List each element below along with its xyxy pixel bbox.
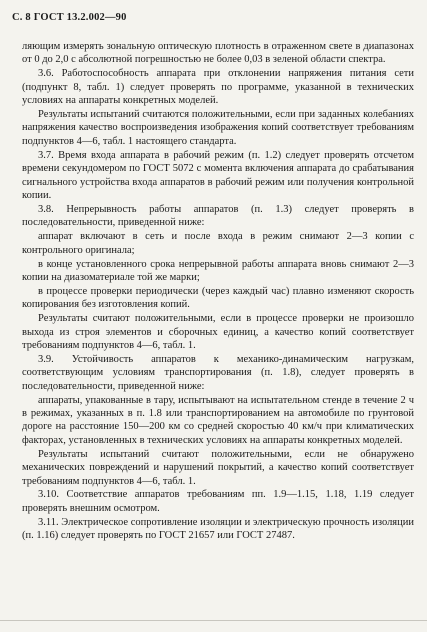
paragraph-3-8-step-1: аппарат включают в сеть и после входа в режим снимают 2—3 копии с контрольного оригинала; (22, 231, 414, 256)
paragraph-3-6-result: Результаты испытаний считаются положительными, если при заданных колебаниях напряжения качество воспроизведения изображения копий соответствует требованиям подпунктов 4—6, табл. 1 настоящего стандарта. (22, 109, 414, 147)
paragraph-3-7: 3.7. Время входа аппарата в рабочий режим (п. 1.2) следует проверять отсчетом времени секундомером по ГОСТ 5072 с момента включения аппарата до срабатывания сигнального устройства входа аппаратов в рабочий режим или получения контрольной копии. (22, 149, 414, 201)
paragraph-continuation: ляющим измерять зональную оптическую плотность в отраженном свете в диапазонах от 0 до 2,0 с абсолютной погрешностью не более 0,03 в зеленой области спектра. (22, 41, 414, 66)
paragraph-3-11: 3.11. Электрическое сопротивление изоляции и электрическую прочность изоляции (п. 1.16) следует проверять по ГОСТ 21657 или ГОСТ 27487. (22, 516, 414, 542)
paragraph-3-10: 3.10. Соответствие аппаратов требованиям пп. 1.9—1.15, 1.18, 1.19 следует проверять внешним осмотром. (22, 489, 414, 514)
paragraph-3-8-result: Результаты считают положительными, если в процессе проверки не произошло выхода из строя элементов и сборочных единиц, а качество копий соответствует требованиям подпунктов 4—6, табл. 1. (22, 313, 414, 351)
paragraph-3-8-step-3: в процессе проверки периодически (через каждый час) плавно изменяют скорость копирования без изготовления копий. (22, 285, 414, 311)
document-body (22, 40, 414, 543)
paragraph-3-9-step: аппараты, упакованные в тару, испытывают на испытательном стенде в течение 2 ч в режимах, указанных в п. 1.8 или транспортированием на автомобиле по грунтовой дороге на расстояние 150—200 км со средней скоростью 40 км/ч при климатических факторах, установленных в технических условиях на аппараты конкретных моделей. (22, 394, 414, 446)
page-header: С. 8 ГОСТ 13.2.002—90 (12, 12, 127, 23)
paragraph-3-8-step-2: в конце установленного срока непрерывной работы аппарата вновь снимают 2—3 копии на диазоматериале той же марки; (22, 258, 414, 283)
paragraph-3-9: 3.9. Устойчивость аппаратов к механико-динамическим нагрузкам, соответствующим условиям транспортирования (п. 1.8), следует проверять в последовательности, приведенной ниже: (22, 353, 414, 392)
paragraph-3-8: 3.8. Непрерывность работы аппаратов (п. 1.3) следует проверять в последовательности, приведенной ниже: (22, 203, 414, 229)
paragraph-3-6: 3.6. Работоспособность аппарата при отклонении напряжения питания сети (подпункт 8, табл. 1) следует проверять по программе, указанной в технических условиях на аппараты конкретных моделей. (22, 68, 414, 107)
page-bottom-rule (0, 620, 427, 621)
paragraph-3-9-result: Результаты испытаний считают положительными, если не обнаружено механических повреждений и нарушений покрытий, а качество копий соответствует требованиям подпунктов 4—6, табл. 1. (22, 448, 414, 487)
